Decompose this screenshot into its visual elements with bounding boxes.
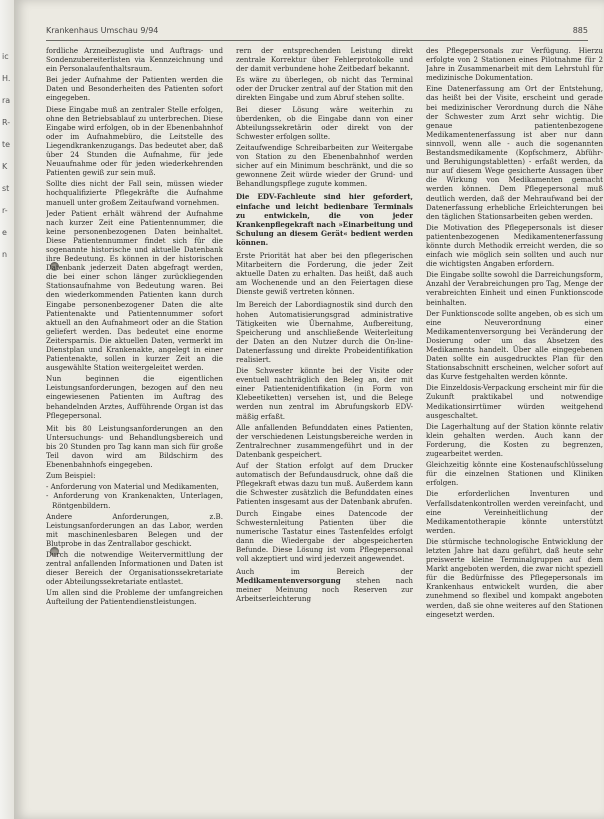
paragraph: Im Bereich der Labordiagnostik sind durch den hohen Automatisierungsgrad administrative Tätigkeiten wie Übernahme, Aufbereitung, Speicherung und anschließende Weiterleitung der Daten an den Nutzer durch die On-line-Datenerfassung und direkte Probeidentifikation realisiert.	[236, 300, 413, 364]
paragraph: Bei jeder Aufnahme der Patienten werden die Daten und Besonderheiten des Patienten sofort eingegeben.	[46, 75, 223, 103]
margin-fragment: ic	[2, 52, 9, 61]
header-rule	[46, 40, 588, 41]
paragraph: rern der entsprechenden Leistung direkt zentrale Korrektur über Fehlerprotokolle und der damit verbundene hohe Zeitbedarf bekannt.	[236, 46, 413, 74]
margin-fragment: H.	[2, 74, 11, 83]
paragraph: Nun beginnen die eigentlichen Leistungsanforderungen, bezogen auf den neu eingewiesenen Patienten im Auftrag des behandelnden Arztes, Aufführende Organ ist das Pflegepersonal.	[46, 374, 223, 420]
margin-fragment: n	[2, 250, 8, 259]
paragraph: Zum Beispiel:	[46, 471, 96, 481]
margin-fragment: K	[2, 162, 8, 171]
paragraph: Auf der Station erfolgt auf dem Drucker automatisch der Befundausdruck, ohne daß die Pflegekraft etwas dazu tun muß. Außerdem kann die Schwester zusätzlich die Befunddaten eines Patienten insgesamt aus der Datenbank abrufen.	[236, 461, 413, 507]
paragraph: Die EDV-Fachleute sind hier gefordert, einfache und leicht bedienbare Terminals zu entwickeln, die von jeder Krankenpflegekraft nach »Einarbeitung und Schulung an diesem Gerät« bedient werden können.	[236, 192, 413, 247]
paragraph: Erste Priorität hat aber bei den pflegerischen Mitarbeitern die Forderung, die jeder Zeit aktuelle Daten zu erhalten. Das heißt, daß auch am Wochenende und an den Feiertagen diese Dienste gewiß vertreten können.	[236, 250, 413, 297]
margin-fragment: R-	[2, 118, 11, 127]
page-number: 885	[572, 26, 588, 35]
column-3	[426, 46, 603, 814]
margin-fragment: r-	[2, 206, 8, 215]
paragraph: Durch Eingabe eines Datencode der Schwesternleitung Patienten über die numerische Tastatur eines Tastenfeldes erfolgt dann die Wiedergabe der abgespeicherten Befunde. Diese Lösung ist vom Pflegepersonal voll akzeptiert und wird jederzeit angewendet.	[236, 508, 413, 563]
paragraph: Die Motivation des Pflegepersonals ist dieser patientenbezogenen Medikamentenerfassung könnte durch Methodik erreicht werden, die so einfach wie möglich sein sollten und auch nur die wichtigsten Angaben erfordern.	[426, 222, 603, 269]
list-item: - Anforderung von Krankenakten, Unterlagen, Röntgenbildern.	[52, 491, 223, 509]
paragraph: Die Lagerhaltung auf der Station könnte relativ klein gehalten werden. Auch kann der Forderung, die Kosten zu begrenzen, zugearbeitet werden.	[426, 421, 603, 459]
paragraph: Die stürmische technologische Entwicklung der letzten Jahre hat dazu geführt, daß heute sehr preiswerte kleine Terminalgruppen auf dem Markt angeboten werden, die zwar nicht speziell für die Bedürfnisse des Pflegepersonals im Krankenhaus entwickelt wurden, die aber zunehmend so flexibel und kompakt angeboten werden, daß sie ohne weiteres auf den Stationen eingesetzt werden.	[426, 536, 603, 619]
paragraph: Es wäre zu überlegen, ob nicht das Terminal oder der Drucker zentral auf der Station mit den direkten Eingabe und zum Abruf stehen sollte.	[236, 75, 413, 103]
paragraph: Um allen sind die Probleme der umfangreichen Aufteilung der Patientendienstleistungen.	[46, 588, 223, 607]
paragraph: Bei dieser Lösung wäre weiterhin zu überdenken, ob die Eingabe dann von einer Abteilungssekretärin oder direkt von der Schwester erfolgen sollte.	[236, 104, 413, 141]
paragraph: Durch die notwendige Weitervermittlung der zentral anfallenden Informationen und Daten ist dieser Bereich der Organisationssekretariate oder Abteilungssekretariate entlastet.	[46, 549, 223, 587]
paragraph: Mit bis 80 Leistungsanforderungen an den Untersuchungs- und Behandlungsbereich und bis 20 Stunden pro Tag kann man sich für große Teil davon wird am Bildschirm des Ebenenbahnhofs eingegeben.	[46, 423, 223, 470]
paragraph: Die erforderlichen Inventuren und Verfallsdatenkontrollen werden vereinfacht, und eine Vereinheitlichung der Medikamentotherapie könnte unterstützt werden.	[426, 489, 603, 535]
column-1	[46, 46, 223, 814]
list-item: - Anforderung von Material und Medikamenten,	[52, 482, 223, 491]
paragraph: fordliche Arzneibezugliste und Auftrags- und Sondenzubereiterlisten via Kennzeichnung und ein Personalaufenthaltsraum.	[46, 46, 223, 74]
paragraph: Sollte dies nicht der Fall sein, müssen wieder hochqualifizierte Pflegekräfte die Aufnahme manuell unter großem Zeitaufwand vornehmen.	[46, 179, 223, 207]
page	[14, 0, 604, 819]
paragraph: Auch im Bereich der Medikamentenversorgung stehen nach meiner Meinung noch Reserven zur Arbeitserleichterung	[236, 567, 413, 604]
paragraph: des Pflegepersonals zur Verfügung. Hierzu erfolgte von 2 Stationen eines Pilotnahme für 2 Jahre in Zusammenarbeit mit dem Lehrstuhl für medizinische Dokumentation.	[426, 46, 603, 83]
journal-title: Krankenhaus Umschau 9/94	[46, 26, 159, 35]
paragraph: Gleichzeitig könnte eine Kostenaufschlüsselung für die einzelnen Stationen und Kliniken erfolgen.	[426, 460, 603, 488]
paragraph: Jeder Patient erhält während der Aufnahme nach kurzer Zeit eine Patientennummer, die keine personenbezogenen Daten beinhaltet. Diese Patientennummer findet sich für die sogenannte historische und aktuelle Datenbank ihre Bedeutung. Es können in der historischen Datenbank jederzeit Daten abgefragt werden, die bei einer schon länger zurückliegenden Stationsaufnahme von Bedeutung waren. Bei den wiederkommenden Patienten kann durch Eingabe personenbezogener Daten die alte Patientenakte und Patientennummer sofort aktuell an den Aufnahmeort oder an die Station geliefert werden. Das bedeutet eine enorme Zeitersparnis. Die aktuellen Daten, vermerkt im Dienstplan und Krankenakte, angelegt in einer Patientenakte, sollen in kurzer Zeit an die ausgewählte Station weitergeleitet werden.	[46, 208, 223, 373]
paragraph: Eine Datenerfassung am Ort der Entstehung, das heißt bei der Visite, erscheint und gerade bei medizinischer Verordnung durch die Nähe der Schwester zum Arzt sehr wichtig. Die genaue patientenbezogene Medikamentenerfassung ist aber nur dann sinnvoll, wenn alle - auch die sogenannten Bestandsmedikamente (Kopfschmerz, Abführ- und Beruhigungstabletten) - erfaßt werden, da nur auf diesem Wege gesicherte Aussagen über die Wirkung von Medikamenten gemacht werden können. Dem Pflegepersonal muß deutlich werden, daß der Mehraufwand bei der Datenerfassung erhebliche Erleichterungen bei den täglichen Stationsarbeiten geben werden.	[426, 84, 603, 221]
paragraph: Die Eingabe sollte sowohl die Darreichungsform, Anzahl der Verabreichungen pro Tag, Menge der verabreichten Einheit und einen Funktionscode beinhalten.	[426, 270, 603, 307]
article-body	[46, 46, 604, 814]
page-header	[44, 26, 592, 38]
column-2	[236, 46, 413, 814]
margin-fragment: e	[2, 228, 7, 237]
paragraph: Diese Eingabe muß an zentraler Stelle erfolgen, ohne den Betriebsablauf zu unterbrechen. Diese Eingabe wird erfolgen, ob in der Ebenenbahnhof oder im Aufnahmebüro, die Leitstelle des Liegendkrankenzugangs. Das bedeutet aber, daß über 24 Stunden die Aufnahme, für jede Neuaufnahme oder für jeden wiederkehrenden Patienten gewiß zur sein muß.	[46, 104, 223, 178]
margin-fragment: ra	[2, 96, 11, 105]
paragraph: Andere Anforderungen, z.B. Leistungsanforderungen an das Labor, werden mit maschinenlesbaren Belegen und der Blutprobe in das Zentrallabor geschickt.	[46, 511, 223, 548]
paragraph: Die Einzeldosis-Verpackung erscheint mir für die Zukunft praktikabel und notwendige Medikationsirrtümer würden weitgehend ausgeschaltet.	[426, 383, 603, 420]
paragraph: Die Schwester könnte bei der Visite oder eventuell nachträglich den Beleg an, der mit einer Patientenidentifikation (in Form von Klebeetiketten) versehen ist, und die Belege werden nun zentral im Abrufungskorb EDV-mäßig erfaßt.	[236, 366, 413, 421]
paragraph: Zeitaufwendige Schreibarbeiten zur Weitergabe von Station zu den Ebenenbahnhof werden sicher auf ein Minimum beschränkt, und die so gewonnene Zeit würde wieder der Grund- und Behandlungspflege zugute kommen.	[236, 142, 413, 189]
paragraph: Der Funktionscode sollte angeben, ob es sich um eine Neuverordnung einer Medikamentenversorgung bei Veränderung der Dosierung oder um das Absetzen des Medikaments handelt. Über alle eingegebenen Daten sollte ein ausgedrucktes Plan für den Stationsabschnitt erscheinen, welcher sofort auf das Kurve festgehalten werden könnte.	[426, 308, 603, 382]
margin-fragment: st	[2, 184, 10, 193]
bullet-list	[46, 482, 223, 509]
paragraph: Alle anfallenden Befunddaten eines Patienten, der verschiedenen Leistungsbereiche werden in Zentralrechner zusammengeführt und in der Datenbank gespeichert.	[236, 422, 413, 459]
margin-fragment: te	[2, 140, 11, 149]
